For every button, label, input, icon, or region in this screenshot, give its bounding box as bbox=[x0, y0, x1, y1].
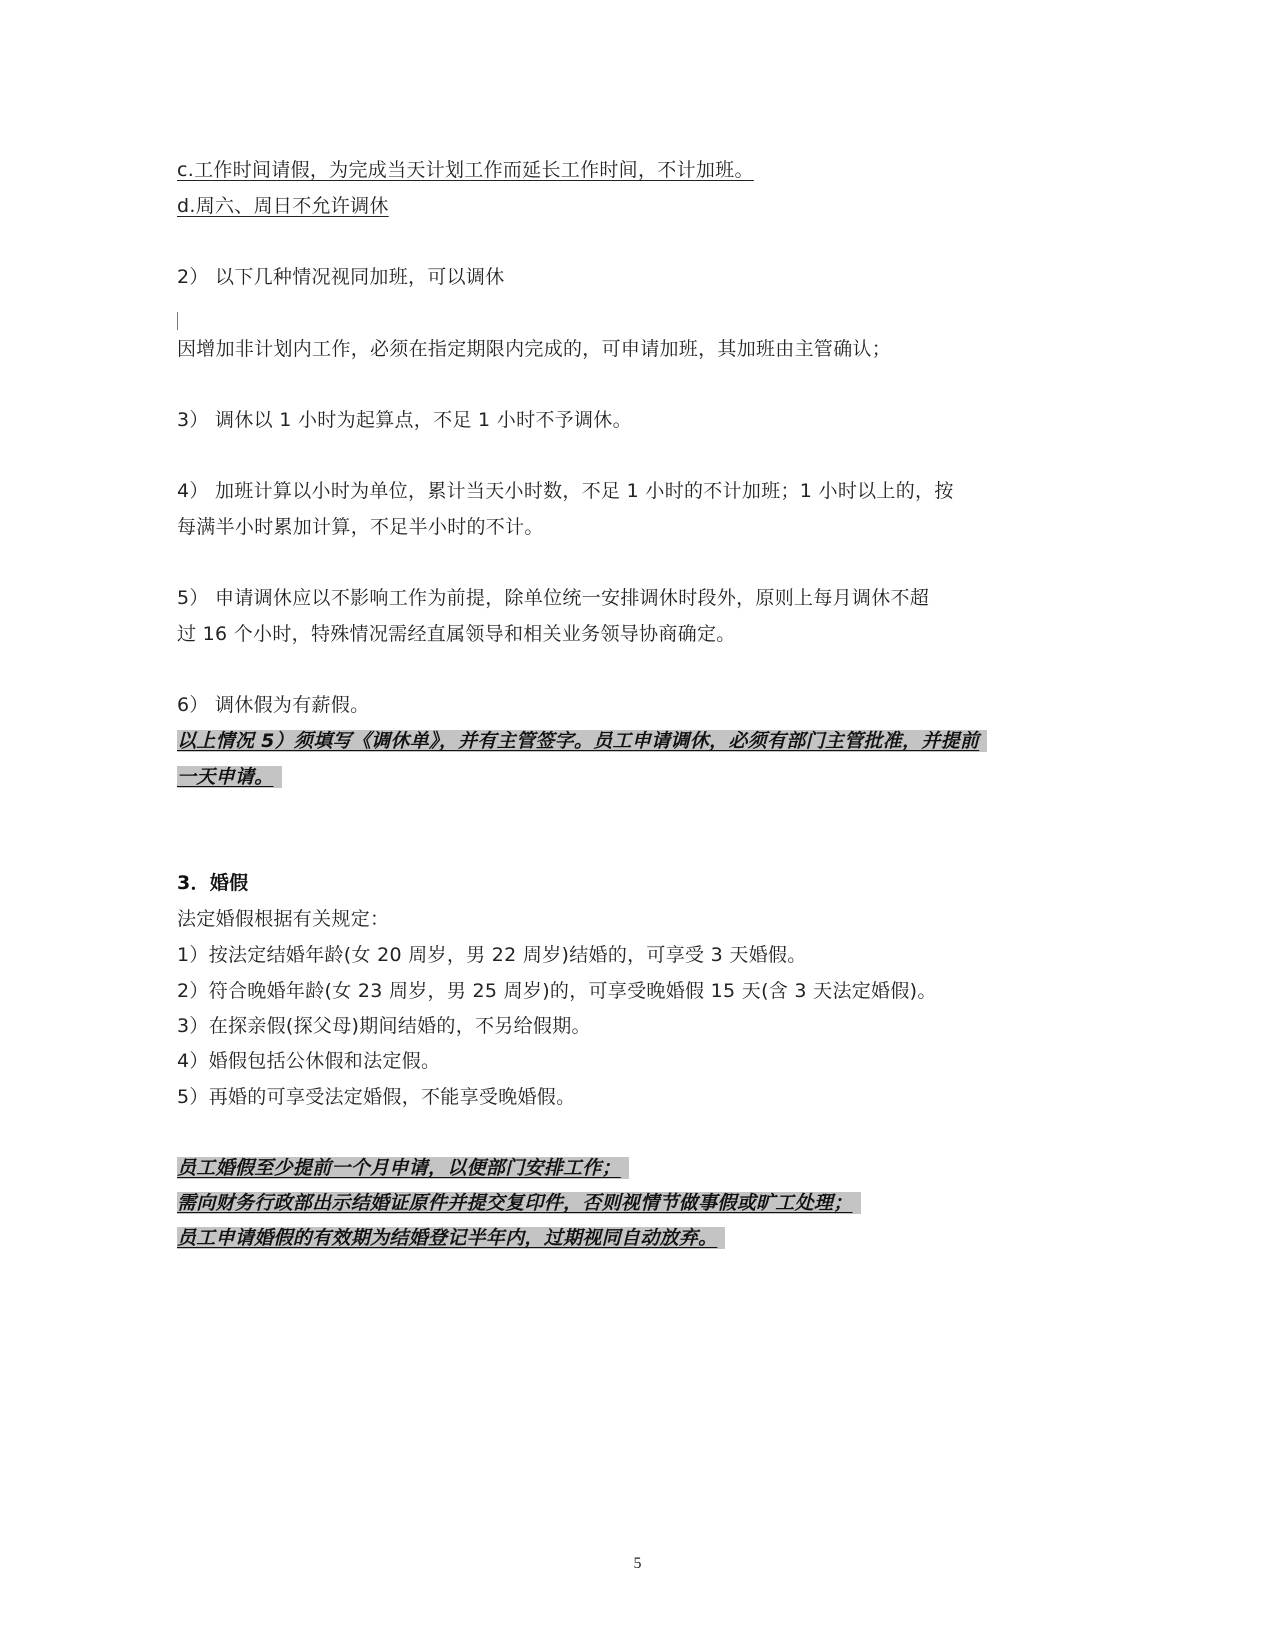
marriage-leave-intro: 法定婚假根据有关规定： bbox=[177, 908, 390, 930]
overtime-note-text-1: 以上情况 5）须填写《调休单》，并有主管签字。员工申请调休，必须有部门主管批准，并提前 bbox=[177, 730, 987, 752]
overtime-note-line2 bbox=[177, 763, 282, 791]
overtime-item-d: d.周六、周日不允许调休 bbox=[177, 195, 389, 217]
marriage-note-2 bbox=[177, 1189, 861, 1217]
overtime-item-5-line1: 5） 申请调休应以不影响工作为前提，除单位统一安排调休时段外，原则上每月调休不超 bbox=[177, 587, 930, 609]
overtime-item-4-line2: 每满半小时累加计算，不足半小时的不计。 bbox=[177, 516, 544, 538]
marriage-note-text-1: 员工婚假至少提前一个月申请，以便部门安排工作； bbox=[177, 1157, 629, 1179]
marriage-rule-2: 2）符合晚婚年龄(女 23 周岁，男 25 周岁)的，可享受晚婚假 15 天(含 3 天法定婚假)。 bbox=[177, 980, 937, 1002]
text-cursor-mark bbox=[177, 312, 178, 330]
overtime-note-line1 bbox=[177, 727, 987, 755]
marriage-leave-heading: 3．婚假 bbox=[177, 872, 249, 894]
marriage-note-text-2: 需向财务行政部出示结婚证原件并提交复印件，否则视情节做事假或旷工处理； bbox=[177, 1192, 861, 1214]
marriage-note-1 bbox=[177, 1154, 629, 1182]
overtime-item-2: 2） 以下几种情况视同加班，可以调休 bbox=[177, 266, 505, 288]
marriage-rule-4: 4）婚假包括公休假和法定假。 bbox=[177, 1050, 441, 1072]
page-number: 5 bbox=[633, 1555, 642, 1572]
overtime-item-4-line1: 4） 加班计算以小时为单位，累计当天小时数，不足 1 小时的不计加班；1 小时以上的，按 bbox=[177, 480, 954, 502]
overtime-item-2-detail: 因增加非计划内工作，必须在指定期限内完成的，可申请加班，其加班由主管确认； bbox=[177, 338, 892, 360]
marriage-rule-3: 3）在探亲假(探父母)期间结婚的，不另给假期。 bbox=[177, 1015, 591, 1037]
marriage-rule-1: 1）按法定结婚年龄(女 20 周岁，男 22 周岁)结婚的，可享受 3 天婚假。 bbox=[177, 944, 807, 966]
overtime-item-c: c.工作时间请假，为完成当天计划工作而延长工作时间，不计加班。 bbox=[177, 159, 754, 181]
marriage-rule-5: 5）再婚的可享受法定婚假，不能享受晚婚假。 bbox=[177, 1086, 576, 1108]
overtime-item-6: 6） 调休假为有薪假。 bbox=[177, 694, 370, 716]
marriage-note-3 bbox=[177, 1224, 725, 1252]
overtime-note-text-2: 一天申请。 bbox=[177, 766, 282, 788]
marriage-note-text-3: 员工申请婚假的有效期为结婚登记半年内，过期视同自动放弃。 bbox=[177, 1227, 725, 1249]
overtime-item-3: 3） 调休以 1 小时为起算点，不足 1 小时不予调休。 bbox=[177, 409, 632, 431]
overtime-item-5-line2: 过 16 个小时，特殊情况需经直属领导和相关业务领导协商确定。 bbox=[177, 623, 736, 645]
